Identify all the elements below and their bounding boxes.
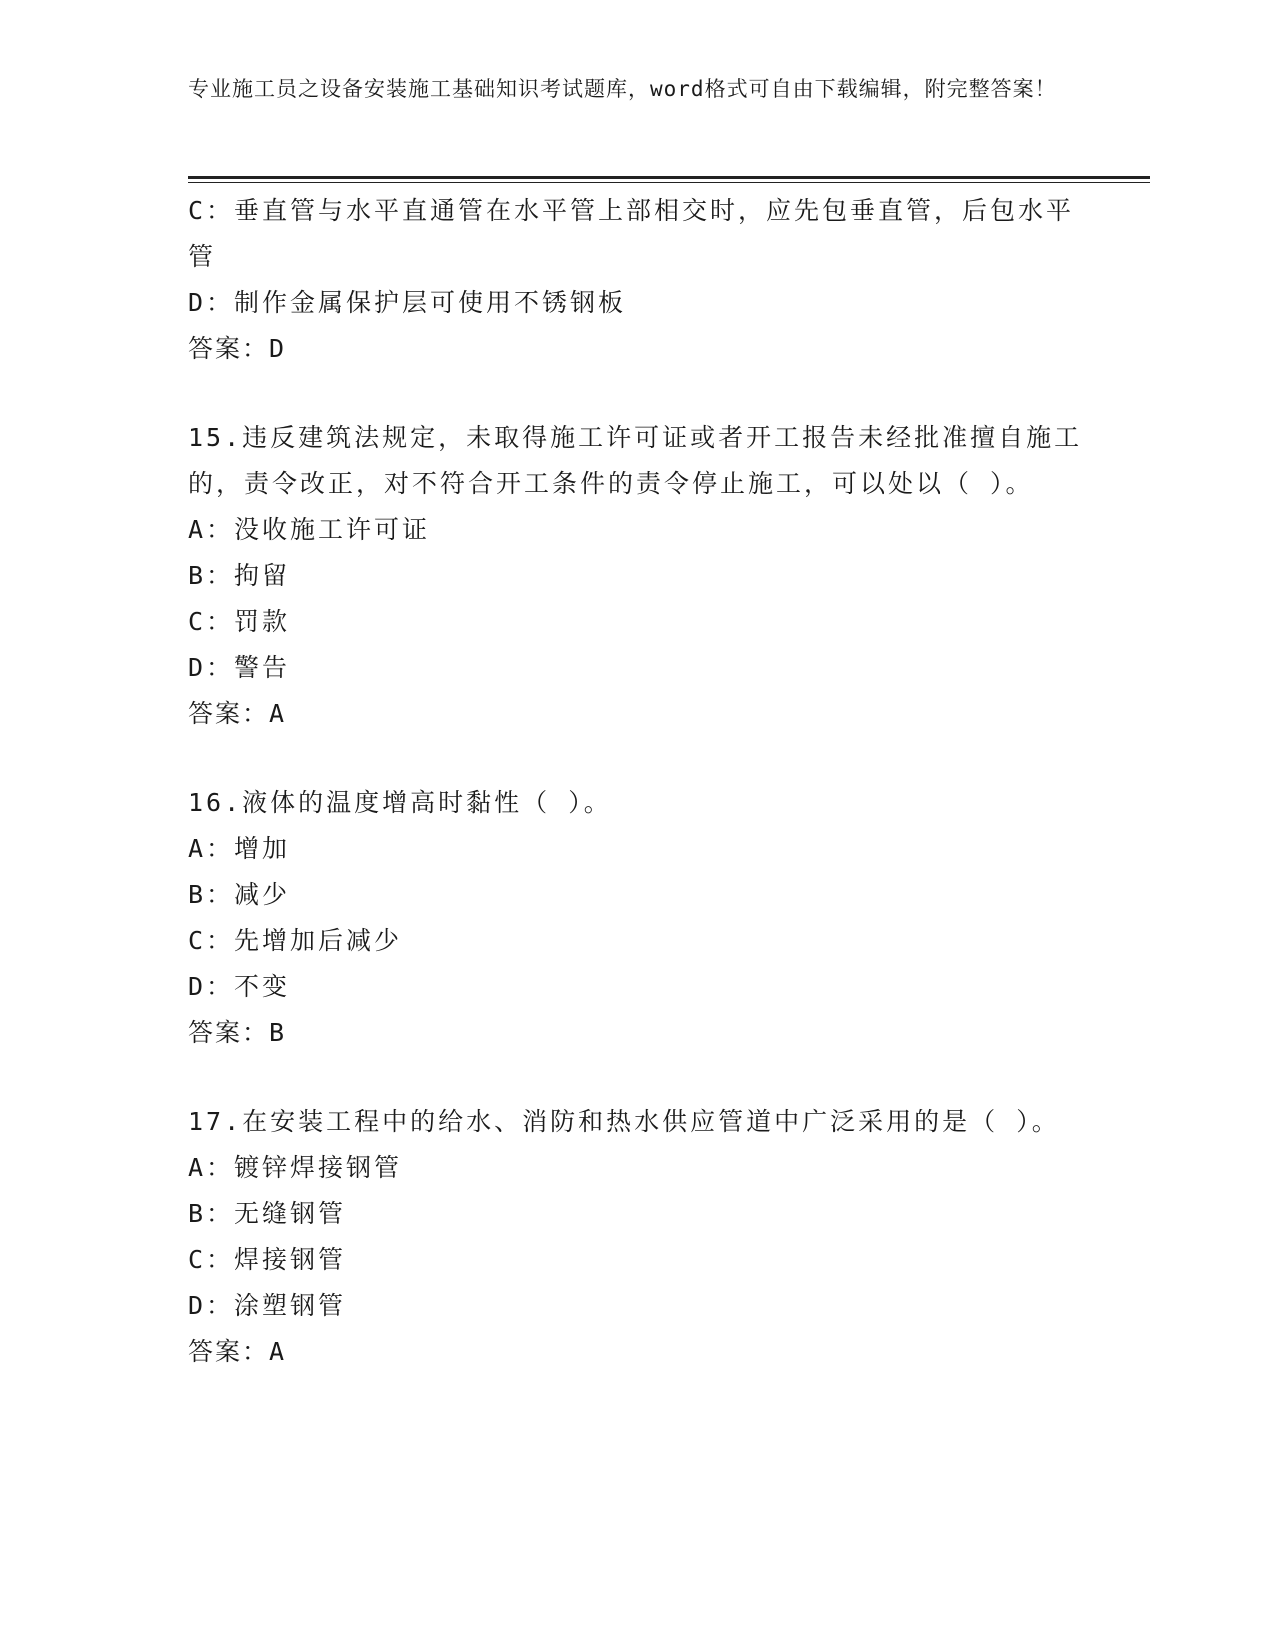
document-header: 专业施工员之设备安装施工基础知识考试题库，word格式可自由下载编辑，附完整答案！ (188, 77, 1057, 101)
answer-label: 答案：D (188, 334, 287, 363)
header-rule-thick (188, 176, 1150, 179)
option-c: C：罚款 (188, 607, 291, 636)
option-a: A：增加 (188, 834, 291, 863)
option-d: D：警告 (188, 653, 291, 682)
option-b: B：拘留 (188, 561, 291, 590)
option-b: B：无缝钢管 (188, 1199, 347, 1228)
answer-label: 答案：A (188, 1337, 287, 1366)
option-b: B：减少 (188, 880, 291, 909)
option-c: C：焊接钢管 (188, 1245, 347, 1274)
header-rule-thin (188, 182, 1150, 183)
previous-question-continuation (188, 188, 1088, 372)
question-15 (188, 415, 1088, 737)
option-d: D：不变 (188, 972, 291, 1001)
option-d: D：涂塑钢管 (188, 1291, 347, 1320)
option-a: A：镀锌焊接钢管 (188, 1153, 403, 1182)
option-a: A：没收施工许可证 (188, 515, 431, 544)
question-stem: 16.液体的温度增高时黏性（ ）。 (188, 788, 612, 817)
option-d: D：制作金属保护层可使用不锈钢板 (188, 288, 627, 317)
question-16 (188, 780, 1088, 1056)
answer-label: 答案：A (188, 699, 287, 728)
option-c: C：垂直管与水平直通管在水平管上部相交时，应先包垂直管，后包水平管 (188, 196, 1075, 271)
answer-label: 答案：B (188, 1018, 287, 1047)
question-stem: 17.在安装工程中的给水、消防和热水供应管道中广泛采用的是（ ）。 (188, 1107, 1060, 1136)
question-17 (188, 1099, 1088, 1375)
option-c: C：先增加后减少 (188, 926, 403, 955)
question-list (188, 188, 1088, 1375)
question-stem: 15.违反建筑法规定，未取得施工许可证或者开工报告未经批准擅自施工的，责令改正，对不符合开工条件的责令停止施工，可以处以（ ）。 (188, 423, 1083, 498)
